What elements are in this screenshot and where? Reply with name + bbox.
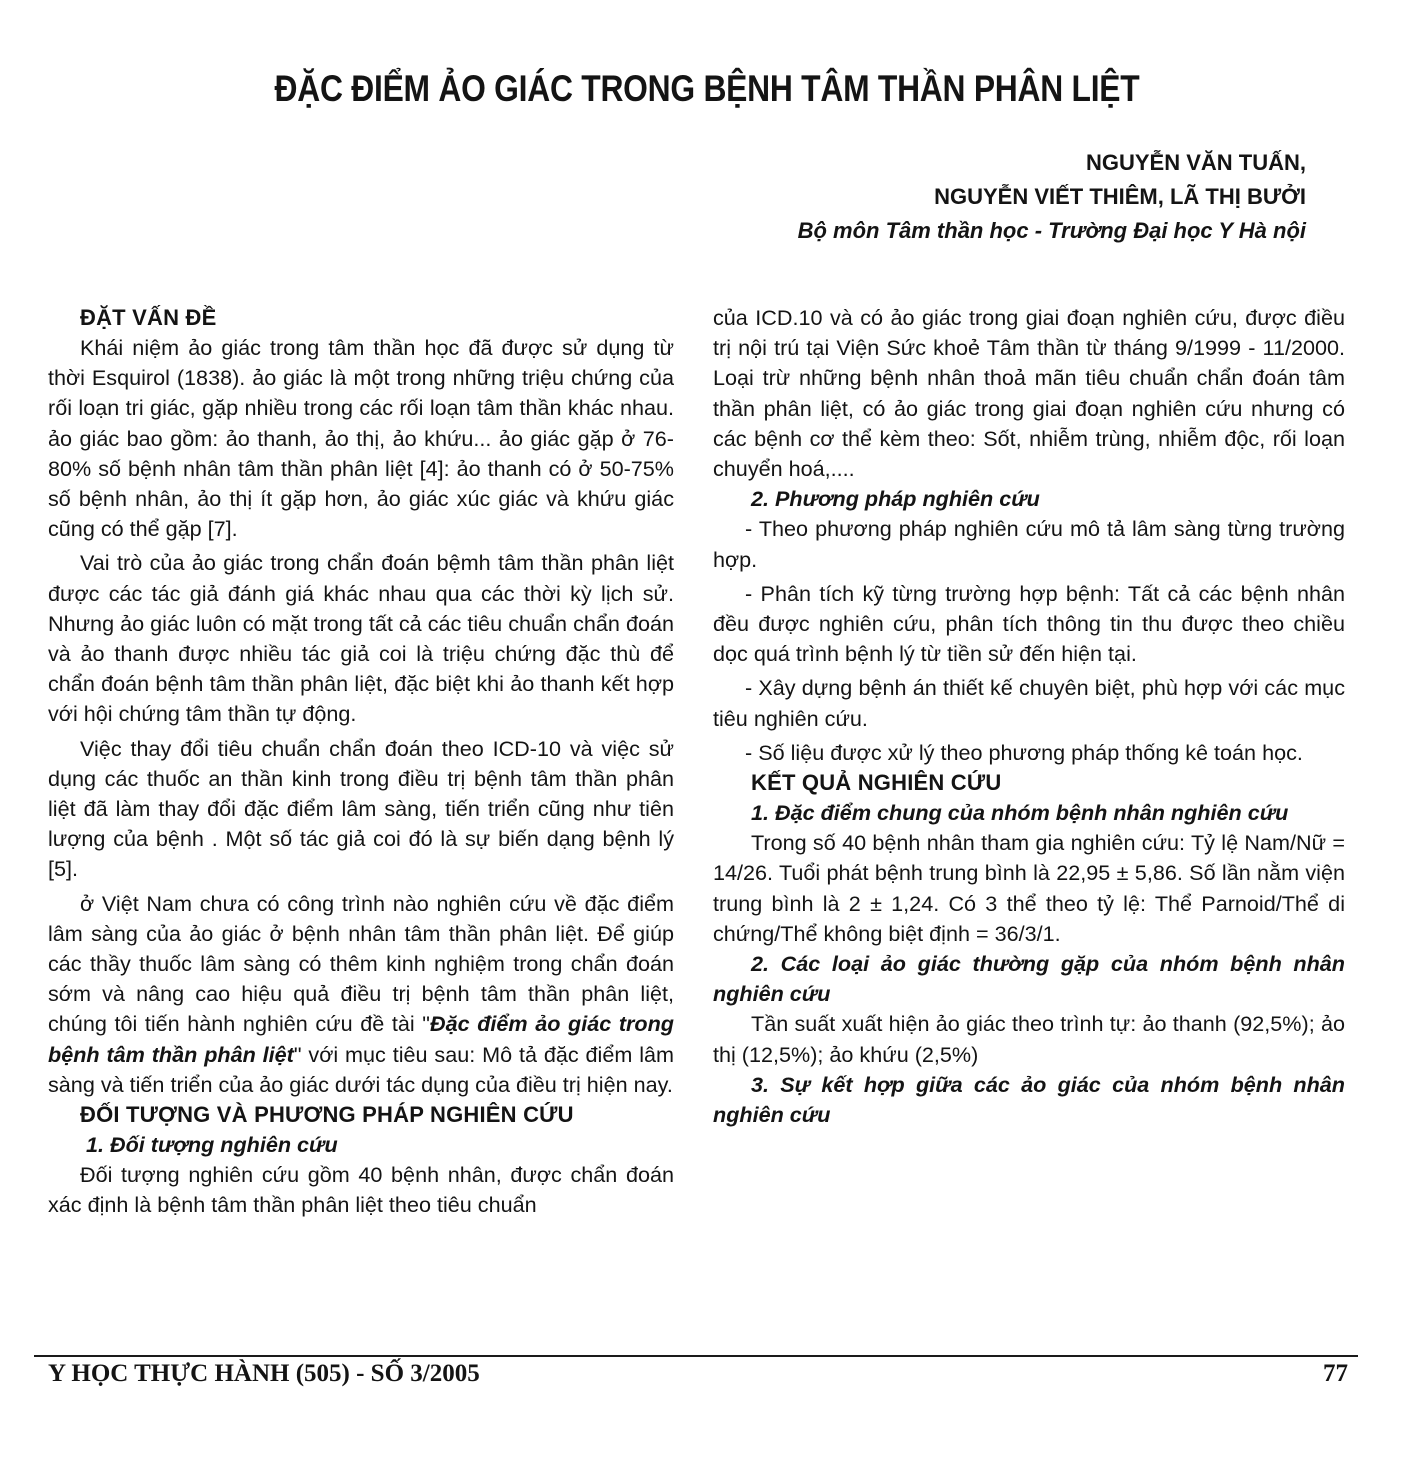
section-heading-results: KẾT QUẢ NGHIÊN CỨU: [751, 770, 1002, 796]
bullet-item: - Phân tích kỹ từng trường hợp bệnh: Tất cả các bệnh nhân đều được nghiên cứu, phân tích thông tin thu được theo chiều dọc quá trình bệnh lý từ tiền sử đến hiện tại.: [713, 580, 1345, 667]
paragraph: Vai trò của ảo giác trong chẩn đoán bệmh tâm thần phân liệt được các tác giả đánh giá khác nhau qua các thời kỳ lịch sử. Nhưng ảo giác luôn có mặt trong tất cả các tiêu chuẩn chẩn đoán và ảo thanh được nhiều tác giả coi là triệu chứng đặc thù để chẩn đoán bệnh tâm thần phân liệt, đặc biệt khi ảo thanh kết hợp với hội chứng tâm thần tự động.: [48, 550, 674, 727]
paragraph: Trong số 40 bệnh nhân tham gia nghiên cứu: Tỷ lệ Nam/Nữ = 14/26. Tuổi phát bệnh trung bình là 22,95 ± 5,86. Số lần nằm viện trung bình là 2 ± 1,24. Có 3 thể theo tỷ lệ: Thể Parnoid/Thể di chứng/Thể không biệt định = 36/3/1.: [713, 830, 1345, 946]
bullet-item: - Xây dựng bệnh án thiết kế chuyên biệt, phù hợp với các mục tiêu nghiên cứu.: [713, 675, 1345, 731]
section-heading-methods: ĐỐI TƯỢNG VÀ PHƯƠNG PHÁP NGHIÊN CỨU: [80, 1102, 574, 1128]
paragraph: Việc thay đổi tiêu chuẩn chẩn đoán theo ICD-10 và việc sử dụng các thuốc an thần kinh trong điều trị bệnh tâm thần phân liệt đã làm thay đổi đặc điểm lâm sàng, tiến triển cũng như tiên lượng của bệnh . Một số tác giả coi đó là sự biến dạng bệnh lý [5].: [48, 735, 674, 882]
study-title-emphasis: Đặc điểm ảo giác trong bệnh tâm thần phân liệt: [48, 1011, 674, 1067]
author-block: [798, 146, 1306, 248]
author-affiliation: Bộ môn Tâm thần học - Trường Đại học Y Hà nội: [797, 218, 1306, 243]
author-line-2: NGUYỄN VIẾT THIÊM, LÃ THỊ BƯỞI: [934, 184, 1306, 209]
subsection-heading: 1. Đặc điểm chung của nhóm bệnh nhân nghiên cứu: [751, 800, 1289, 826]
paragraph: Khái niệm ảo giác trong tâm thần học đã được sử dụng từ thời Esquirol (1838). ảo giác là một trong những triệu chứng của rối loạn tri giác, gặp nhiều trong các rối loạn tâm thần khác nhau. ảo giác bao gồm: ảo thanh, ảo thị, ảo khứu... ảo giác gặp ở 76-80% số bệnh nhân tâm thần phân liệt [4]: ảo thanh có ở 50-75% số bệnh nhân, ảo thị ít gặp hơn, ảo giác xúc giác và khứu giác cũng có thể gặp [7].: [48, 335, 674, 542]
subsection-heading: 2. Phương pháp nghiên cứu: [751, 486, 1040, 512]
paragraph-text: ở Việt Nam chưa có công trình nào nghiên cứu về đặc điểm lâm sàng của ảo giác ở bệnh nhân tâm thần phân liệt. Để giúp các thầy thuốc lâm sàng có thêm kinh nghiệm trong chẩn đoán sớm và nâng cao hiệu quả điều trị bệnh tâm thần phân liệt, chúng tôi tiến hành nghiên cứu đề tài ": [48, 890, 674, 1037]
left-column: [48, 303, 674, 1221]
section-heading-introduction: ĐẶT VẤN ĐỀ: [80, 305, 217, 330]
journal-name: Y HỌC THỰC HÀNH (505) - SỐ 3/2005: [48, 1360, 480, 1387]
paragraph: Tần suất xuất hiện ảo giác theo trình tự: ảo thanh (92,5%); ảo thị (12,5%); ảo khứu (2,5%): [713, 1011, 1345, 1067]
paragraph: [48, 889, 674, 1100]
author-line-1: NGUYỄN VĂN TUẤN,: [1085, 150, 1306, 175]
subsection-heading: 3. Sự kết hợp giữa các ảo giác của nhóm bệnh nhân nghiên cứu: [713, 1071, 1345, 1128]
paragraph: Đối tượng nghiên cứu gồm 40 bệnh nhân, được chẩn đoán xác định là bệnh tâm thần phân liệt theo tiêu chuẩn: [48, 1162, 674, 1218]
bullet-item: - Theo phương pháp nghiên cứu mô tả lâm sàng từng trường hợp.: [713, 516, 1345, 572]
right-column: [713, 303, 1345, 1130]
paragraph-text: " với mục tiêu sau: Mô tả đặc điểm lâm sàng và tiến triển của ảo giác dưới tác dụng của điều trị hiện nay.: [48, 1041, 675, 1097]
bullet-item: - Số liệu được xử lý theo phương pháp thống kê toán học.: [745, 739, 1303, 765]
paragraph: của ICD.10 và có ảo giác trong giai đoạn nghiên cứu, được điều trị nội trú tại Viện Sức khoẻ Tâm thần từ tháng 9/1999 - 11/2000. Loại trừ những bệnh nhân thoả mãn tiêu chuẩn chẩn đoán tâm thần phân liệt, có ảo giác trong giai đoạn nghiên cứu nhưng có các bệnh cơ thể kèm theo: Sốt, nhiễm trùng, nhiễm độc, rối loạn chuyển hoá,....: [713, 305, 1345, 482]
footer-divider: [34, 1355, 1358, 1357]
subsection-heading: 2. Các loại ảo giác thường gặp của nhóm bệnh nhân nghiên cứu: [713, 951, 1345, 1007]
page-number: 77: [1323, 1360, 1348, 1387]
article-title: ĐẶC ĐIỂM ẢO GIÁC TRONG BỆNH TÂM THẦN PHÂN LIỆT: [274, 68, 1140, 109]
subsection-heading: 1. Đối tượng nghiên cứu: [86, 1132, 338, 1158]
